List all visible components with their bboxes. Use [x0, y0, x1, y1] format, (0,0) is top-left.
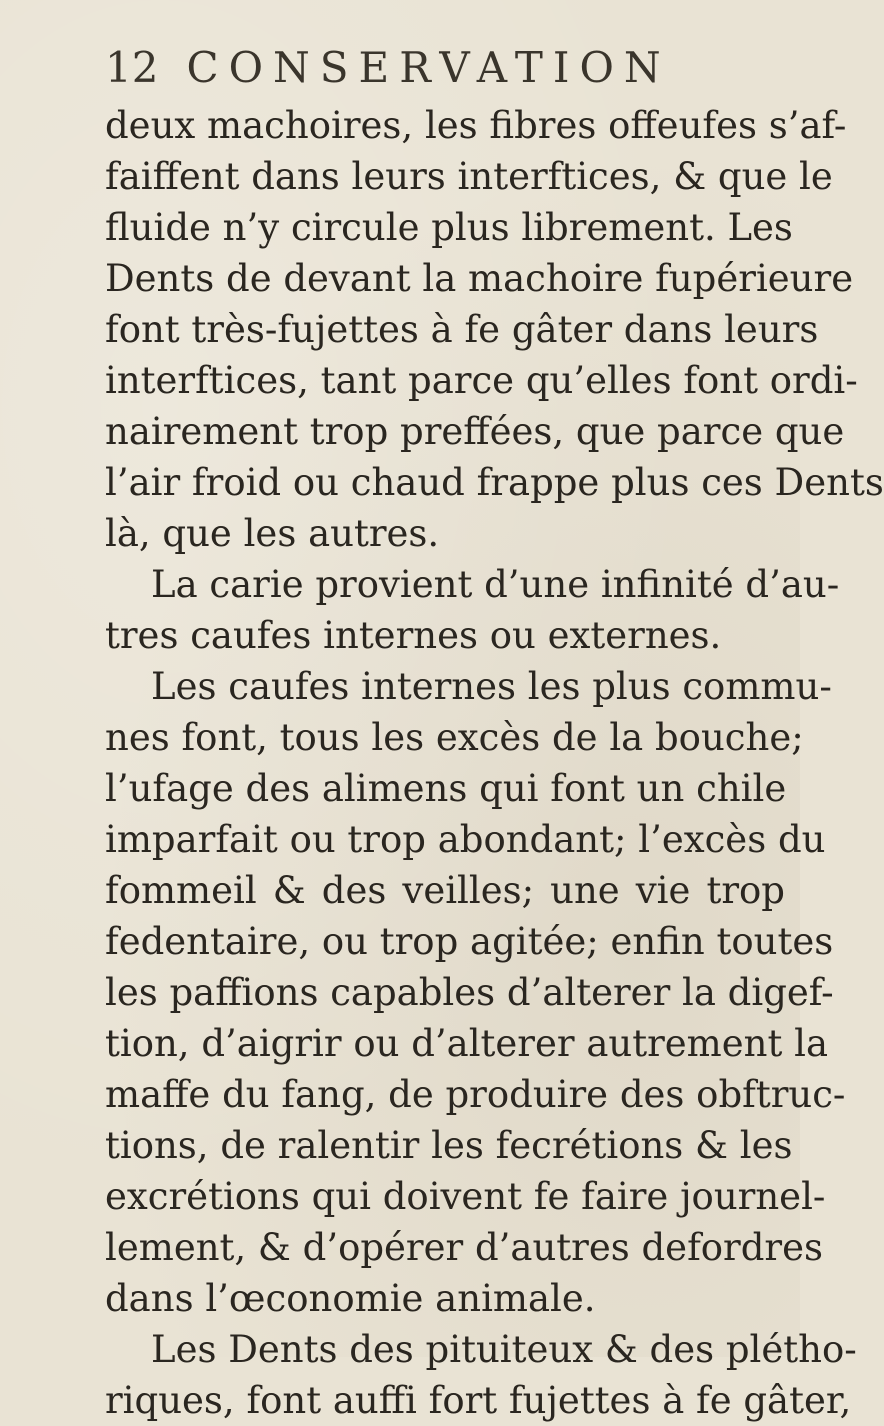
text-line: La carie provient d’une infinité d’au-	[151, 563, 840, 606]
running-head	[105, 40, 745, 96]
text-line: fedentaire, ou trop agitée; enfin toutes	[105, 920, 834, 963]
text-line: excrétions qui doivent fe faire journel-	[105, 1175, 826, 1218]
text-line: Les caufes internes les plus commu-	[151, 665, 832, 708]
text-line: Dents de devant la machoire fupérieure	[105, 257, 854, 300]
text-line: faiffent dans leurs interftices, & que le	[105, 155, 833, 198]
text-line: deux machoires, les fibres offeufes s’af-	[105, 104, 847, 147]
text-line: tres caufes internes ou externes.	[105, 614, 722, 657]
text-line: maffe du fang, de produire des obftruc-	[105, 1073, 846, 1116]
text-line: dans l’œconomie animale.	[105, 1277, 596, 1320]
text-line: lement, & d’opérer d’autres defordres	[105, 1226, 823, 1269]
text-line: là, que les autres.	[105, 512, 440, 555]
text-line: fluide n’y circule plus librement. Les	[105, 206, 793, 249]
text-line: nairement trop preffées, que parce que	[105, 410, 845, 453]
text-line: imparfait ou trop abondant; l’excès du	[105, 818, 826, 861]
text-line: font très-fujettes à fe gâter dans leurs	[105, 308, 819, 351]
text-line: interftices, tant parce qu’elles font ordi-	[105, 359, 858, 402]
text-line: les paffions capables d’alterer la digef-	[105, 971, 834, 1014]
text-line: tions, de ralentir les fecrétions & les	[105, 1124, 793, 1167]
text-line: l’ufage des alimens qui font un chile	[105, 767, 787, 810]
text-line: l’air froid ou chaud frappe plus ces Dents	[105, 461, 884, 504]
running-title: CONSERVATION	[186, 43, 671, 92]
text-line: Les Dents des pituiteux & des plétho-	[151, 1328, 857, 1371]
text-line: fommeil & des veilles; une vie trop	[105, 869, 785, 912]
text-line: riques, font auffi fort fujettes à fe gâter,	[105, 1379, 852, 1422]
page-number: 12	[105, 43, 159, 92]
text-line: tion, d’aigrir ou d’alterer autrement la	[105, 1022, 828, 1065]
body-text	[105, 100, 884, 1422]
text-line: nes font, tous les excès de la bouche;	[105, 716, 804, 759]
